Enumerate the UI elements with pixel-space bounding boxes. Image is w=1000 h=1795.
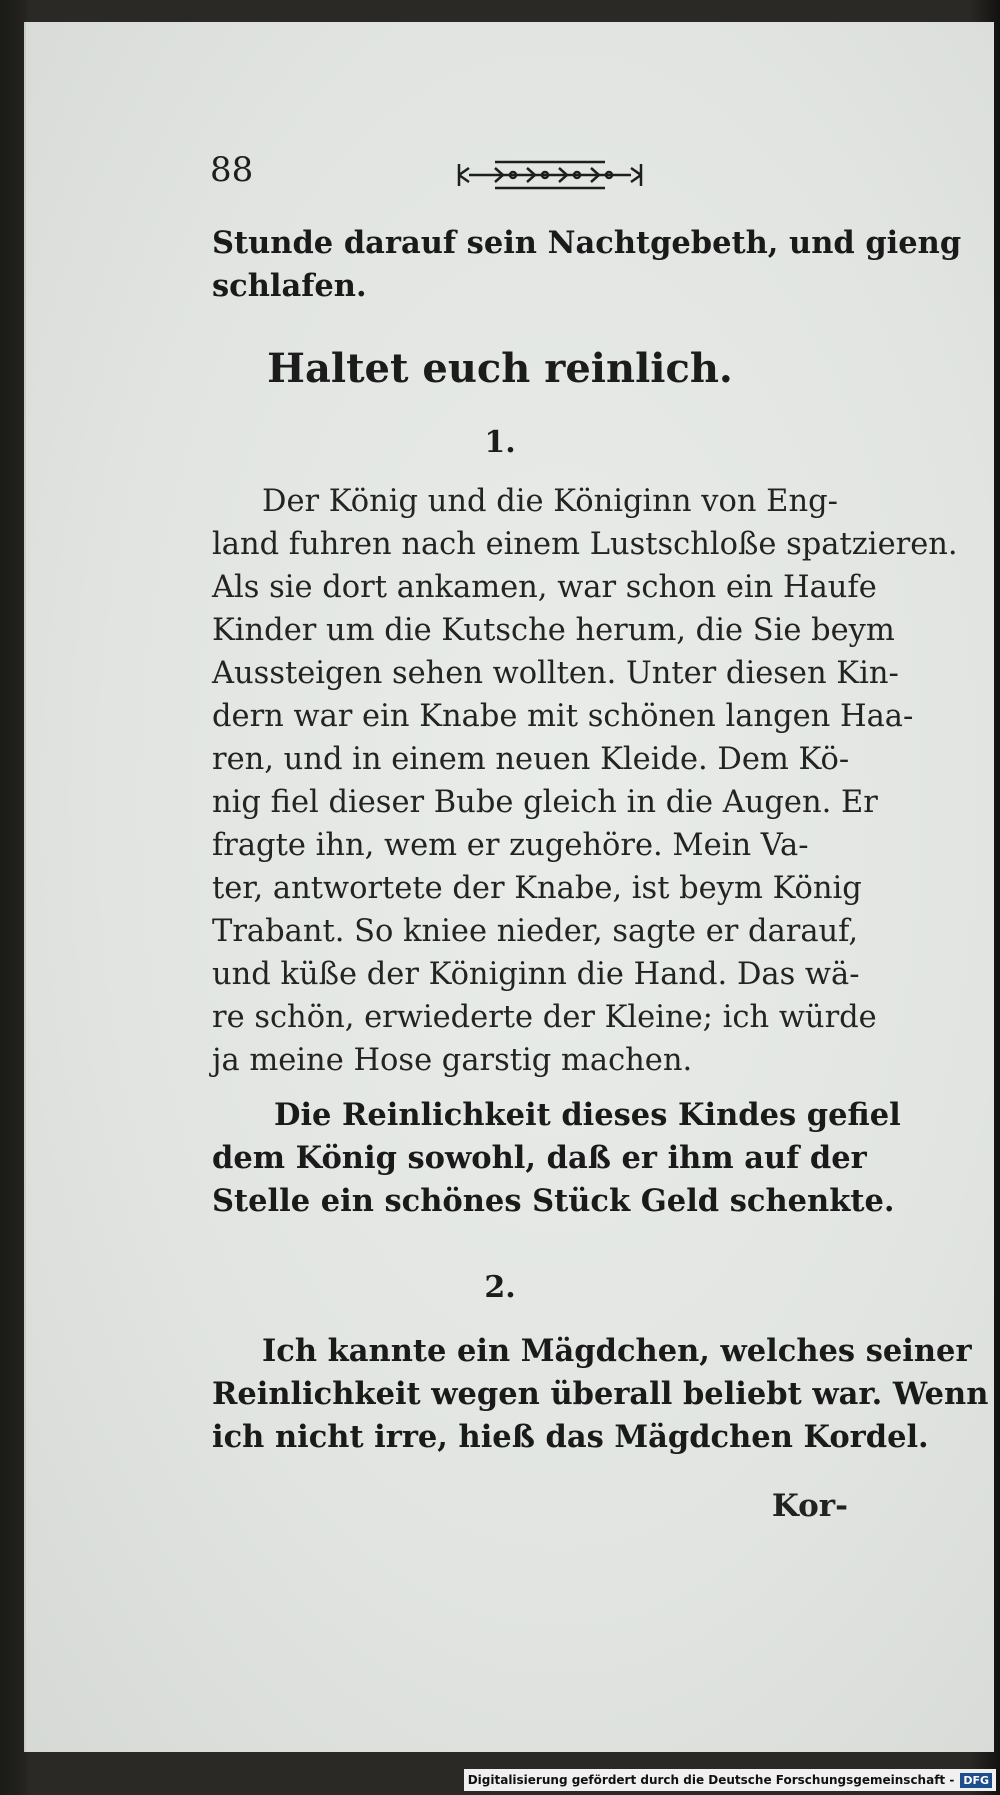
section-heading: Haltet euch reinlich.: [267, 345, 733, 392]
section2-paragraph1: [212, 1330, 989, 1459]
footer-credit: Digitalisierung gefördert durch die Deutsche Forschungsgemeinschaft -: [467, 1773, 955, 1787]
dfg-logo[interactable]: DFG: [960, 1773, 992, 1788]
text-line: ren, und in einem neuen Kleide. Dem Kö-: [212, 742, 850, 777]
page-header: [210, 150, 910, 200]
decorative-rule-icon: [455, 158, 645, 192]
text-line: nig fiel dieser Bube gleich in die Augen. Er: [212, 785, 878, 820]
text-line: land fuhren nach einem Lustschloße spatzieren.: [212, 527, 958, 562]
text-line: fragte ihn, wem er zugehöre. Mein Va-: [212, 828, 809, 863]
text-line: Reinlichkeit wegen überall beliebt war. Wenn: [212, 1376, 989, 1412]
text-line: ja meine Hose garstig machen.: [212, 1043, 693, 1078]
text-line: Trabant. So kniee nieder, sagte er darauf,: [212, 914, 859, 949]
section-number-2: 2.: [484, 1270, 516, 1305]
text-line: Die Reinlichkeit dieses Kindes gefiel: [274, 1097, 901, 1133]
catchword: Kor-: [771, 1488, 848, 1524]
text-line: Als sie dort ankamen, war schon ein Haufe: [212, 570, 877, 605]
page-number: 88: [210, 150, 254, 190]
text-line: dem König sowohl, daß er ihm auf der: [212, 1140, 867, 1176]
digitization-footer: [464, 1769, 996, 1791]
section1-paragraph2: [212, 1094, 900, 1223]
text-line: dern war ein Knabe mit schönen langen Haa-: [212, 699, 914, 734]
text-line: schlafen.: [212, 268, 367, 304]
section1-paragraph1: [212, 480, 958, 1082]
text-line: Aussteigen sehen wollten. Unter diesen Kin-: [212, 656, 899, 691]
intro-paragraph: [212, 222, 962, 308]
section-number-1: 1.: [484, 425, 516, 460]
text-line: ter, antwortete der Knabe, ist beym König: [212, 871, 862, 906]
text-line: und küße der Königinn die Hand. Das wä-: [212, 957, 860, 992]
text-line: re schön, erwiederte der Kleine; ich würde: [212, 1000, 877, 1035]
text-line: Stelle ein schönes Stück Geld schenkte.: [212, 1183, 895, 1219]
text-line: Der König und die Königinn von Eng-: [262, 484, 838, 519]
text-line: Ich kannte ein Mägdchen, welches seiner: [262, 1333, 972, 1369]
text-line: Kinder um die Kutsche herum, die Sie beym: [212, 613, 895, 648]
text-line: Stunde darauf sein Nachtgebeth, und gieng: [212, 225, 962, 261]
text-line: ich nicht irre, hieß das Mägdchen Kordel.: [212, 1419, 929, 1455]
